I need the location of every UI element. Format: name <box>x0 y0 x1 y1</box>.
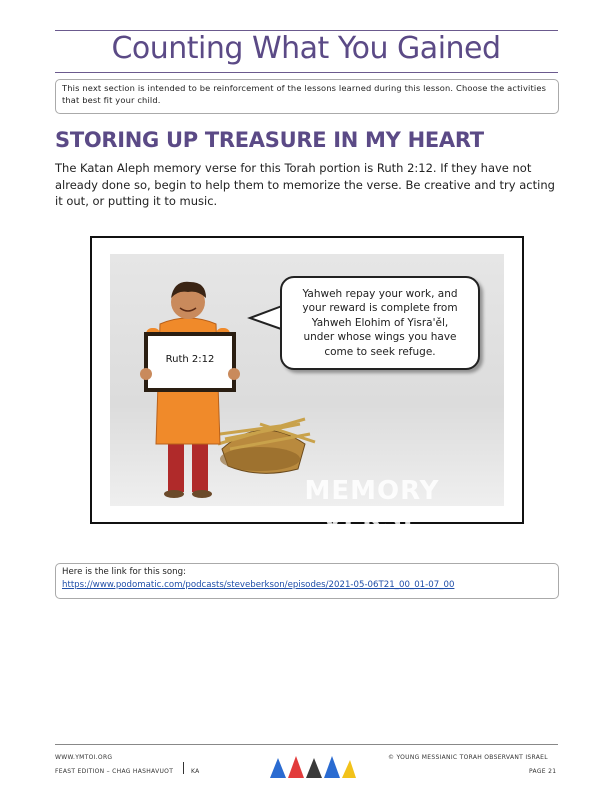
speech-bubble <box>280 276 480 370</box>
footer-rule <box>55 744 558 745</box>
intro-note-box <box>55 79 559 114</box>
memory-verse-text: Yahweh repay your work, and your reward is complete from Yahweh Elohim of Yisra'ěl, under whose wings you have come to seek refuge. <box>302 287 458 358</box>
wheat-basket-icon <box>218 419 315 473</box>
song-link-label: Here is the link for this song: <box>62 567 186 577</box>
memory-verse-illustration <box>110 254 504 536</box>
sign-text: Ruth 2:12 <box>165 354 215 365</box>
song-link[interactable]: https://www.podomatic.com/podcasts/steveberkson/episodes/2021-05-06T21_00_01-07_00 <box>62 579 455 590</box>
footer-separator <box>183 762 184 774</box>
footer-copyright: © YOUNG MESSIANIC TORAH OBSERVANT ISRAEL <box>388 754 548 761</box>
footer-site[interactable]: WWW.YMTOI.ORG <box>55 754 113 761</box>
footer-edition: FEAST EDITION – CHAG HASHAVUOT <box>55 768 174 775</box>
memory-verse-frame <box>90 236 524 536</box>
title-underline <box>55 72 558 73</box>
footer-page-number: PAGE 21 <box>529 768 557 775</box>
footer-level: KA <box>191 768 200 775</box>
memory-verse-watermark: MEMORY VERSE <box>304 476 440 536</box>
page-title: Counting What You Gained <box>111 31 501 66</box>
ymtoi-logo-icon <box>268 752 358 782</box>
section-title: STORING UP TREASURE IN MY HEART <box>55 128 484 152</box>
song-link-box <box>55 563 559 599</box>
intro-note-text: This next section is intended to be reinforcement of the lessons learned during this lesson. Choose the activities that best fit your child. <box>62 83 547 105</box>
section-intro: The Katan Aleph memory verse for this Torah portion is Ruth 2:12. If they have not already done so, begin to help them to memorize the verse. Be creative and try acting it out, or putting it to music. <box>55 161 555 208</box>
